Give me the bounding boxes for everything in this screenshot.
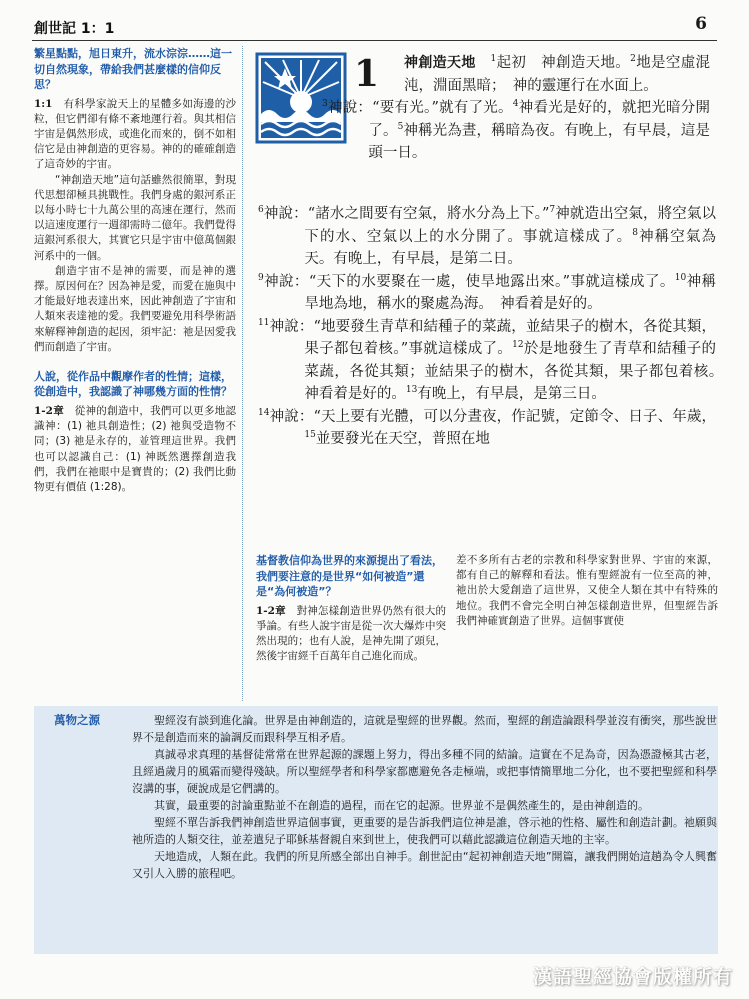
verse-number: 3 <box>322 99 328 110</box>
verse-number: 12 <box>512 340 524 351</box>
verse-block <box>258 203 716 271</box>
note-paragraph: “神創造天地”這句話雖然很簡單，對現代思想卻極具挑戰性。我們身處的銀河系正以每小時七十九萬公里的高速在運行，然而以這速度運行一週卻需時二億年。我們覺得這銀河系很大，其實它只是宇宙中億萬個銀河系中的一個。 <box>34 173 236 262</box>
book-reference: 創世記 1：1 <box>34 21 115 37</box>
section-heading: 神創造天地 <box>404 55 476 71</box>
note-text: 差不多所有古老的宗教和科學家對世界、宇宙的來源，都有自己的解釋和看法。惟有聖經說有一位至高的神，祂出於大愛創造了這世界，又使全人類在其中有特殊的地位。我們不會完全明白神怎樣創造世界，但聖經告訴我們神確實創造了世界。這個事實使 <box>456 554 718 627</box>
copyright-watermark: 漢語聖經協會版權所有 <box>532 966 733 988</box>
verse-text: 神說：“地要發生青草和結種子的菜蔬，並結果子的樹木，各從其類，果子都包着核。”事就這樣成了。 <box>269 318 716 357</box>
verse-block <box>258 406 716 451</box>
middle-notes-column <box>256 553 446 664</box>
verse-text: 神說：“要有光。”就有了光。 <box>327 100 513 116</box>
verse-number: 14 <box>258 407 270 418</box>
verse-number: 10 <box>674 272 687 283</box>
note-text: 有科學家說天上的星體多如海邊的沙粒，但它們卻有條不紊地運行着。與其相信宇宙是偶然形成，或進化而來的，倒不如相信它是由神創造的更容易。神的的確確創造了這奇妙的宇宙。 <box>34 97 237 171</box>
verse-block <box>258 316 731 406</box>
verse-number: 13 <box>405 385 418 396</box>
reflection-question: 基督教信仰為世界的來源提出了看法，我們要注意的是世界“如何被造”還是“為何被造”？ <box>256 554 443 598</box>
reflection-question: 繁星點點，旭日東升，流水淙淙……這一切自然現象，帶給我們甚麼樣的信仰反思？ <box>34 47 232 91</box>
verse-number: 4 <box>512 99 519 110</box>
verse-number: 11 <box>258 317 270 328</box>
verse-number: 15 <box>304 430 316 441</box>
verse-number: 9 <box>258 272 264 283</box>
study-note <box>256 604 446 665</box>
verse-text: 神稱旱地為地，稱水的聚處為海。 神看着是好的。 <box>304 273 716 312</box>
verse-text: 神說：“天下的水要聚在一處，使旱地露出來。”事就這樣成了。 <box>263 273 675 290</box>
feature-box-text <box>132 712 717 882</box>
verse-text: 有晚上，有早晨，是第三日。 <box>417 386 606 402</box>
note-text: 從神的創造中，我們可以更多地認識神：(1) 祂具創造性；(2) 祂與受造物不同；(3) 祂是永存的，並管理這世界。我們也可以認識自己：(1) 神既然選擇創造我們，我們在祂眼中是寶貴的；(2) 我們比動物更有價值 (1:28)。 <box>34 404 236 493</box>
verse-block <box>350 52 710 97</box>
feature-paragraph: 真誠尋求真理的基督徒常常在世界起源的課題上努力，得出多種不同的結論。這實在不足為奇，因為憑證極其古老，且經過歲月的風霜而變得殘缺。所以聖經學者和科學家都應避免各走極端，或把事情簡單地二分化，也不要把聖經和科學沒講的事，硬說成是它們講的。 <box>132 748 717 795</box>
verse-text: 神說：“諸水之間要有空氣，將水分為上下。” <box>263 206 550 222</box>
verse-number: 6 <box>258 205 264 216</box>
reflection-question: 人說，從作品中觀摩作者的性情；這樣，從創造中，我認識了神哪幾方面的性情？ <box>34 369 232 399</box>
note-paragraph: 創造宇宙不是神的需要，而是神的選擇。原因何在？因為神是愛，而愛在施與中才能最好地表達出來，因此神創造了宇宙和人類來表達祂的愛。我們要避免用科學術語來解釋神創造的起因，須牢記：祂是因愛我們而創造了宇宙。 <box>34 264 236 353</box>
feature-paragraph: 聖經沒有談到進化論。世界是由神創造的，這就是聖經的世界觀。然而，聖經的創造論跟科學並沒有衝突，那些說世界不是創造而來的論調反而跟科學互相矛盾。 <box>132 714 717 744</box>
column-divider <box>242 46 243 701</box>
scripture-body <box>258 203 731 451</box>
verse-number: 8 <box>632 227 638 238</box>
verse-block <box>322 97 710 165</box>
verse-text: 神稱空氣為天。有晚上，有早晨，是第二日。 <box>304 228 717 267</box>
verse-text: 神稱光為晝，稱暗為夜。有晚上，有早晨，這是頭一日。 <box>368 122 711 161</box>
header-rule <box>32 40 717 41</box>
right-notes-column <box>456 553 718 629</box>
note-reference: 1:1 <box>34 97 53 110</box>
note-text: 對神怎樣創造世界仍然有很大的爭論。有些人說宇宙是從一次大爆炸中突然出現的；也有人說，是神先開了頭兒，然後宇宙經千百萬年自己進化而成。 <box>256 604 447 663</box>
feature-paragraph: 聖經不單告訴我們神創造世界這個事實，更重要的是告訴我們這位神是誰，啓示祂的性格、屬性和創造計劃。祂願與祂所造的人類交往，並差遣兒子耶穌基督親自來到世上，使我們可以藉此認識這位創造天地的主宰。 <box>132 816 717 846</box>
feature-paragraph: 其實，最重要的討論重點並不在創造的過程，而在它的起源。世界並不是偶然產生的，是由神創造的。 <box>154 799 649 812</box>
left-notes-column <box>34 46 236 495</box>
note-reference: 1-2章 <box>256 604 286 617</box>
verse-number: 2 <box>630 54 636 65</box>
verse-text: 神說：“天上要有光體，可以分晝夜，作記號，定節令、日子、年歲， <box>269 408 716 425</box>
verse-block <box>258 271 716 316</box>
page-number: 6 <box>695 14 707 34</box>
verse-number: 1 <box>490 54 497 65</box>
verse-text: 地是空虛混沌，淵面黑暗； 神的靈運行在水面上。 <box>404 55 711 94</box>
feature-paragraph: 天地造成，人類在此。我們的所見所感全部出自神手。創世記由“起初神創造天地”開篇，讓我們開始這趟為令人興奮又引人入勝的旅程吧。 <box>132 850 717 880</box>
verse-text: 神就造出空氣，將空氣以下的水、空氣以上的水分開了。事就這樣成了。 <box>304 206 716 245</box>
study-note <box>34 97 236 173</box>
verse-number: 7 <box>549 205 556 216</box>
note-reference: 1-2章 <box>34 404 65 417</box>
chapter-number: 1 <box>354 53 380 95</box>
study-note <box>34 404 236 495</box>
feature-box-title: 萬物之源 <box>54 713 100 727</box>
verse-text: 神看光是好的，就把光暗分開了。 <box>368 100 711 139</box>
verse-number: 5 <box>397 121 404 132</box>
verse-text: 並要發光在天空，普照在地 <box>315 431 490 447</box>
scripture-opening <box>322 52 711 165</box>
verse-text: 起初 神創造天地。 <box>496 55 631 71</box>
verse-text: 於是地發生了青草和結種子的菜蔬，各從其類；並結果子的樹木，各從其類，果子都包着核。 神看着是好的。 <box>304 341 731 402</box>
